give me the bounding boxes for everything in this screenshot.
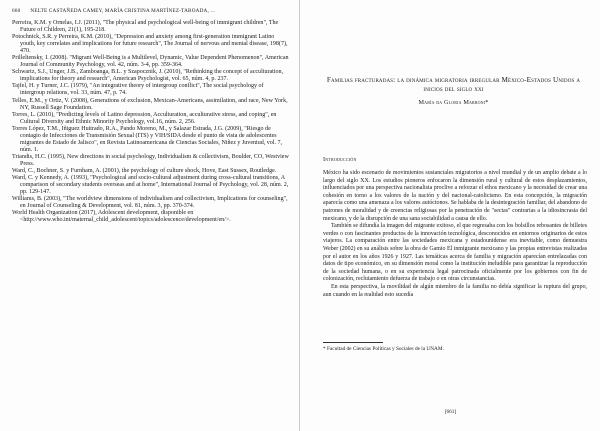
running-head: [12, 8, 287, 14]
reference-item: Torres López, T.M., Iñiguez Huitrado, R.A., Pando Moreno, M., y Salazar Estrada, J.G. (2009), "Riesgo de contagio de Infecciones de Transmisión Sexual (ITS) y VIH/SIDA desde el punto de vista de adolescentes migrantes de Estado de Jalisco", en Revista Latinoamericana de Ciencias Sociales, Niñez y Juventud, vol. 7, núm. 1.: [12, 125, 283, 153]
right-page: [301, 0, 600, 431]
article-title: Familias fracturadas: la dinámica migratoria irregular México-Estados Unidos a inicios del siglo xxi: [326, 76, 581, 93]
folio: [661]: [444, 409, 457, 415]
reference-item: Williams, B. (2003), "The worldview dimensions of individualism and collectivism, Implications for counseling", en Journal of Counseling & Development, vol. 81, núm. 3, pp. 370-374.: [12, 196, 288, 210]
reference-list: [12, 20, 290, 224]
reference-item: Ward, C., Bochner, S. y Furnham, A. (2001), the psychology of culture shock, Hove, East Sussex, Routledge.: [12, 167, 277, 174]
paragraph: También se difundía la imagen del migrante exitoso, el que regresaba con los bolsillos rebosantes de billetes verdes o con fascinantes productos de la innovación tecnológica, desconocidos en entornos originarios de estos viajeros. La comparación entre las sociedades mexicana y estadounidense era inevitable, como demuestra Weber (2002) en su análisis sobre la obra de Gamio El inmigrante mexicano y las propias entrevistas realizadas por el autor en los años 1926 y 1927. Las temáticas acerca de familia y migración aparecían entrelazadas con datos de tipo económico, en su dimensión moral como la institución ineludible para garantizar la reproducción de la sociedad humana, o en su experiencia legal patrocinada oficialmente por los gobiernos con fin de colonización, reclutamiento defuerza de trabajo o en otras circunstancias.: [323, 223, 587, 283]
reference-item: World Health Organization (2017), Adolescent development, disponible en <http://www.who.int/maternal_child_adolescent/topics/adolescence/development/en/>.: [12, 210, 231, 224]
reference-item: Potochnick, S.R. y Perreira, K.M. (2010), "Depression and anxiety among first-generation immigrant Latino youth, key correlates and implications for future research", The Journal of nervous and mental disease, 198(7), 470.: [12, 34, 288, 55]
body-text: [323, 170, 587, 299]
reference-item: Perreira, K.M. y Ornelas, I.J. (2011), "The physical and psychological well-being of immigrant children", The Future of Children, 21(1), 195-218.: [12, 20, 279, 34]
reference-item: Prilleltensky, I. (2008). "Migrant Well-Being is a Multilevel, Dynamic, Value Dependent Phenomenon", American Journal of Community Psychology, vol. 42, núm. 3-4, pp. 359-364.: [12, 55, 289, 69]
article-header: [325, 76, 582, 106]
paragraph: En esta perspectiva, la movilidad de algún miembro de la familia no debía significar la ruptura del grupo, aun cuando en la realidad esto sucedía: [323, 283, 587, 298]
reference-item: Ward, C. y Kennedy, A. (1993), "Psychological and socio-cultural adjustment during cross-cultural transitions, A comparison of secondary students overseas and at home", International Journal of Psychology, vol. 28, núm. 2, pp. 129-147.: [12, 175, 289, 196]
paragraph: México ha sido escenario de movimientos sustanciales migratorios a nivel mundial y de un amplio debate a lo largo del siglo XX. Los estudios pioneros enfocaron la dimensión rural y cultural de estos desplazamientos, influenciados por una perspectiva nacionalista proclive a reforzar el ethos mexicano y la necesidad de crear una cohesión en torno a los valores de la nación y del nacional-catolicismo. En esta concepción, la migración aparecía como una amenaza a los valores autóctonos. Se hablaba de la desintegración familiar, del abandono de patrones de moralidad y de creencias religiosas por la penetración de "sectas" contrarias a la idiosincrasia del mexicano, y de la disrupción de una sana sociabilidad a causa de ello.: [323, 170, 587, 222]
reference-item: Triandis, H.C. (1995), New directions in social psychology, Individualism & collectivism, Boulder, CO, Westview Press.: [12, 153, 289, 167]
reference-item: Tajfel, H. y Turner, J.C. (1979), "An integrative theory of intergroup conflict", The social psychology of intergroup relations, vol. 33, núm. 47, p. 74.: [12, 83, 264, 97]
section-heading: Introducción: [323, 156, 357, 163]
page-number: 660: [12, 8, 21, 14]
footnote-rule: [323, 342, 383, 343]
article-author: María da Gloria Marroni*: [418, 99, 489, 106]
reference-item: Schwartz, S.J., Unger, J.B., Zamboanga, B.L. y Szapocznik, J. (2010), "Rethinking the concept of acculturation, implications for theory and research", American Psychologist, vol. 65, núm. 4, p. 237.: [12, 69, 284, 83]
reference-item: Telles, E.M., y Ortiz, V. (2008), Generations of exclusion, Mexican-Americans, assimilation, and race, New York, NY, Russell Sage Foundation.: [12, 97, 288, 111]
footnote: * Facultad de Ciencias Políticas y Sociales de la UNAM.: [323, 346, 444, 352]
reference-item: Torres, L. (2010), "Predicting levels of Latino depression, Acculturation, acculturative stress, and coping", en Cultural Diversity and Ethnic Minority Psychology, vol.16, núm. 2, 256.: [12, 111, 277, 125]
running-head-authors: NELTE CASTAÑEDA CAMEY, MARÍA CRISTINA MARTÍNEZ-TABOADA, ...: [30, 8, 215, 14]
